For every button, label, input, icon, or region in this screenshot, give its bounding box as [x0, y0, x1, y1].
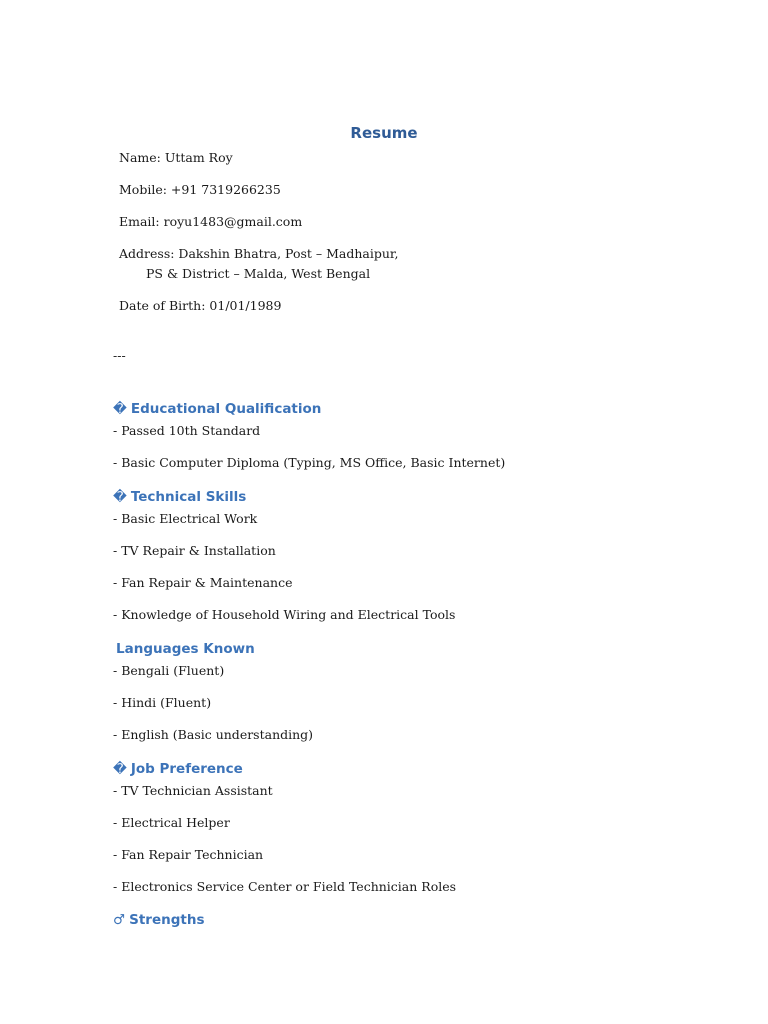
languages-heading-label: Languages Known	[116, 641, 255, 657]
list-item: - Electronics Service Center or Field Technician Roles	[113, 879, 457, 894]
strengths-heading-label: Strengths	[129, 912, 205, 928]
job-heading-label: Job Preference	[130, 761, 243, 777]
section-separator: ---	[113, 348, 126, 363]
contact-dob: Date of Birth: 01/01/1989	[119, 298, 282, 313]
contact-mobile: Mobile: +91 7319266235	[119, 182, 281, 197]
education-heading-icon: �	[113, 401, 127, 417]
education-heading	[113, 399, 321, 419]
education-heading-label: Educational Qualification	[130, 401, 322, 417]
list-item: - Hindi (Fluent)	[113, 695, 212, 710]
list-item: - Passed 10th Standard	[113, 423, 261, 438]
job-heading-icon: �	[113, 761, 127, 777]
technical-heading-icon: �	[113, 489, 127, 505]
list-item: - TV Technician Assistant	[113, 783, 273, 798]
list-item: - Basic Computer Diploma (Typing, MS Office, Basic Internet)	[113, 455, 506, 470]
list-item: - Fan Repair & Maintenance	[113, 575, 293, 590]
contact-address-line1: Address: Dakshin Bhatra, Post – Madhaipur,	[119, 246, 399, 261]
list-item: - Knowledge of Household Wiring and Electrical Tools	[113, 607, 456, 622]
contact-email: Email: royu1483@gmail.com	[119, 214, 303, 229]
list-item: - Bengali (Fluent)	[113, 663, 225, 678]
technical-heading-label: Technical Skills	[130, 489, 247, 505]
male-sign-icon: ♂	[113, 912, 126, 928]
list-item: - Electrical Helper	[113, 815, 230, 830]
languages-heading	[116, 639, 255, 659]
list-item: - Fan Repair Technician	[113, 847, 264, 862]
strengths-heading	[113, 910, 204, 930]
contact-address-line2: PS & District – Malda, West Bengal	[146, 266, 371, 281]
list-item: - Basic Electrical Work	[113, 511, 258, 526]
list-item: - TV Repair & Installation	[113, 543, 276, 558]
contact-name: Name: Uttam Roy	[119, 150, 233, 165]
page-title: Resume	[350, 124, 418, 142]
technical-heading	[113, 487, 246, 507]
job-heading	[113, 759, 243, 779]
list-item: - English (Basic understanding)	[113, 727, 314, 742]
